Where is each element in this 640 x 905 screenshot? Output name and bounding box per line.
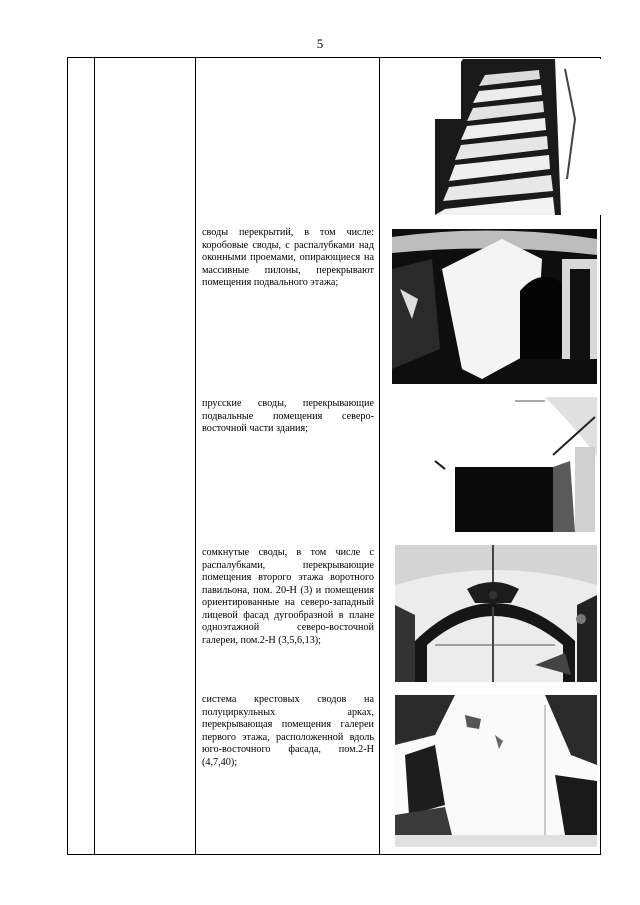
basement-vault-photo — [392, 229, 597, 384]
column-divider — [67, 57, 68, 855]
vault-description: прусские своды, перекрывающие подвальные помещения северо-восточной части здания; — [202, 398, 374, 434]
table-top-border — [67, 57, 601, 58]
table-bottom-border — [67, 854, 601, 855]
closed-vault-chandelier-photo — [395, 545, 597, 682]
vault-description: сомкнутые своды, в том числе с распалубками, перекрывающие помещения второго этажа воротного павильона, пом. 20-Н (3) и помещения ориентированные на северо-западный лицевой фасад дугообразной в плане одноэтажной северо-восточной галереи, пом.2-Н (3,5,6,13); — [202, 547, 374, 646]
prussian-vault-photo — [395, 397, 597, 532]
stairs-photo — [435, 59, 611, 215]
vault-description: своды перекрытий, в том числе: коробовые своды, с распалубками над оконными проемами, опирающиеся на массивные пилоны, перекрывают помещения подвального этажа; — [202, 227, 374, 288]
cross-vault-gallery-photo — [395, 695, 597, 847]
column-divider — [379, 57, 380, 855]
vault-description: система крестовых сводов на полуциркульных арках, перекрывающая помещения галереи первого этажа, расположенной вдоль юго-восточного фасада, пом.2-Н (4,7,40); — [202, 694, 374, 768]
column-divider — [195, 57, 196, 855]
document-table — [67, 57, 601, 855]
page-number: 5 — [316, 36, 324, 51]
column-divider — [94, 57, 95, 855]
